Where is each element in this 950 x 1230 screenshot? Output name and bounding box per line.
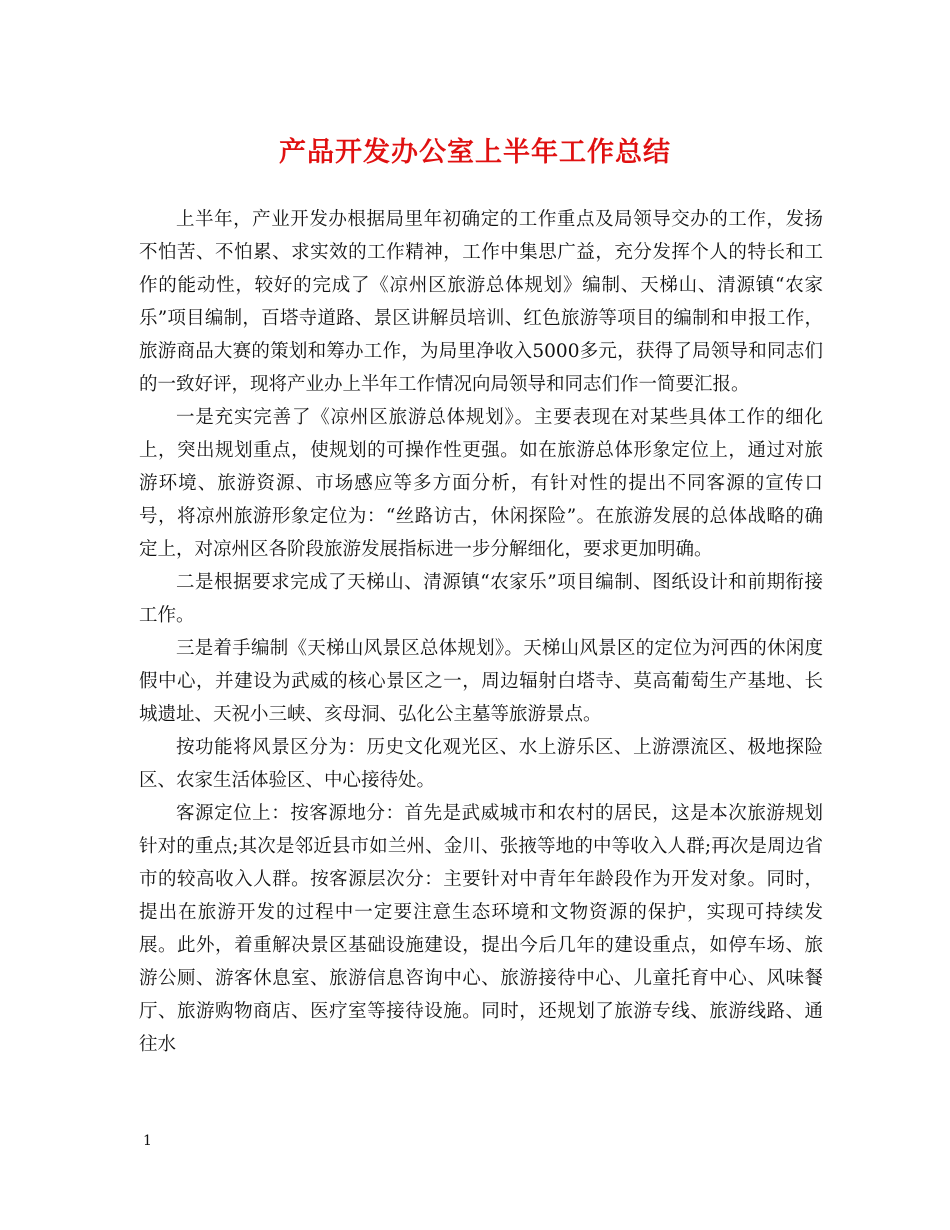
document-body [139,203,823,1061]
document-title: 产品开发办公室上半年工作总结 [279,137,671,168]
paragraph-plan-improvement: 一是充实完善了《凉州区旅游总体规划》。主要表现在对某些具体工作的细化上，突出规划重点，使规划的可操作性更强。如在旅游总体形象定位上，通过对旅游环境、旅游资源、市场感应等多方面分析，有针对性的提出不同客源的宣传口号，将凉州旅游形象定位为：“丝路访古，休闲探险”。在旅游发展的总体战略的确定上，对凉州区各阶段旅游发展指标进一步分解细化，要求更加明确。 [139,407,823,560]
paragraph-farm-project: 二是根据要求完成了天梯山、清源镇“农家乐”项目编制、图纸设计和前期衔接工作。 [139,572,823,626]
paragraph-scenic-plan: 三是着手编制《天梯山风景区总体规划》。天梯山风景区的定位为河西的休闲度假中心，并建设为武威的核心景区之一，周边辐射白塔寺、莫高葡萄生产基地、长城遗址、天祝小三峡、亥母洞、弘化公主墓等旅游景点。 [139,638,823,725]
paragraph-function-zones: 按功能将风景区分为：历史文化观光区、水上游乐区、上游漂流区、极地探险区、农家生活体验区、中心接待处。 [139,737,823,791]
page-number: 1 [143,1133,152,1149]
paragraph-visitor-positioning: 客源定位上：按客源地分：首先是武威城市和农村的居民，这是本次旅游规划针对的重点;其次是邻近县市如兰州、金川、张掖等地的中等收入人群;再次是周边省市的较高收入人群。按客源层次分：主要针对中青年年龄段作为开发对象。同时，提出在旅游开发的过程中一定要注意生态环境和文物资源的保护，实现可持续发展。此外，着重解决景区基础设施建设，提出今后几年的建设重点，如停车场、旅游公厕、游客休息室、旅游信息咨询中心、旅游接待中心、儿童托育中心、风味餐厅、旅游购物商店、医疗室等接待设施。同时，还规划了旅游专线、旅游线路、通往水 [139,803,823,1055]
paragraph-intro: 上半年，产业开发办根据局里年初确定的工作重点及局领导交办的工作，发扬不怕苦、不怕累、求实效的工作精神，工作中集思广益，充分发挥个人的特长和工作的能动性，较好的完成了《凉州区旅游总体规划》编制、天梯山、清源镇“农家乐”项目编制，百塔寺道路、景区讲解员培训、红色旅游等项目的编制和申报工作，旅游商品大赛的策划和筹办工作，为局里净收入5000多元，获得了局领导和同志们的一致好评，现将产业办上半年工作情况向局领导和同志们作一简要汇报。 [139,209,823,395]
